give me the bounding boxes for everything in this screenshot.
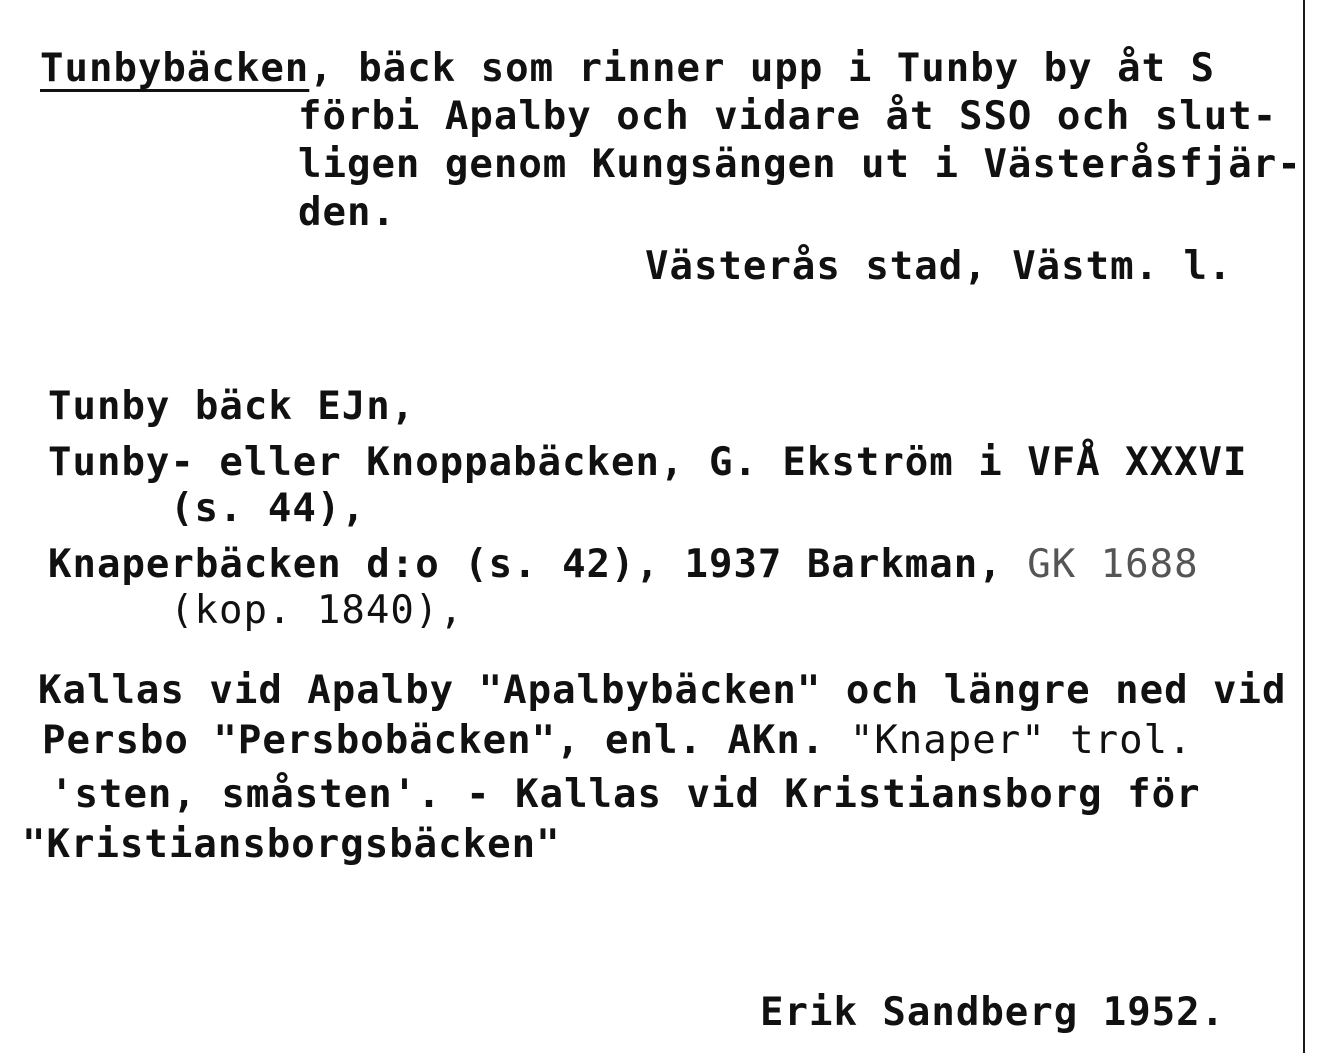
source-line-4-main: Knaperbäcken d:o (s. 42), 1937 Barkman, — [48, 542, 1003, 587]
headword: Tunbybäcken — [40, 46, 310, 91]
source-line-4-gk: GK 1688 — [1002, 542, 1199, 587]
source-line-3: (s. 44), — [170, 486, 366, 531]
entry-line-1 — [40, 46, 1215, 92]
note-line-3: 'sten, småsten'. - Kallas vid Kristiansborg för — [50, 772, 1201, 817]
note-line-4: "Kristiansborgsbäcken" — [22, 822, 561, 867]
note-line-1: Kallas vid Apalby "Apalbybäcken" och längre ned vid — [38, 668, 1287, 713]
signature: Erik Sandberg 1952. — [760, 990, 1226, 1035]
source-line-2: Tunby- eller Knoppabäcken, G. Ekström i VFÅ XXXVI — [48, 440, 1248, 485]
source-line-1: Tunby bäck EJn, — [48, 384, 416, 429]
definition-start: , bäck som rinner upp i Tunby by åt S — [309, 46, 1216, 91]
note-line-2-rest: "Knaper" trol. — [825, 718, 1193, 763]
note-line-2 — [42, 718, 1193, 764]
definition-line-4: den. — [298, 190, 396, 235]
card-edge-line — [1303, 0, 1305, 1053]
location: Västerås stad, Västm. l. — [645, 244, 1233, 289]
source-line-5: (kop. 1840), — [170, 588, 464, 633]
definition-line-3: ligen genom Kungsängen ut i Västeråsfjär- — [298, 142, 1302, 187]
source-line-4 — [48, 542, 1199, 588]
definition-line-2: förbi Apalby och vidare åt SSO och slut- — [298, 94, 1278, 139]
note-line-2-main: Persbo "Persbobäcken", enl. AKn. — [42, 718, 826, 763]
